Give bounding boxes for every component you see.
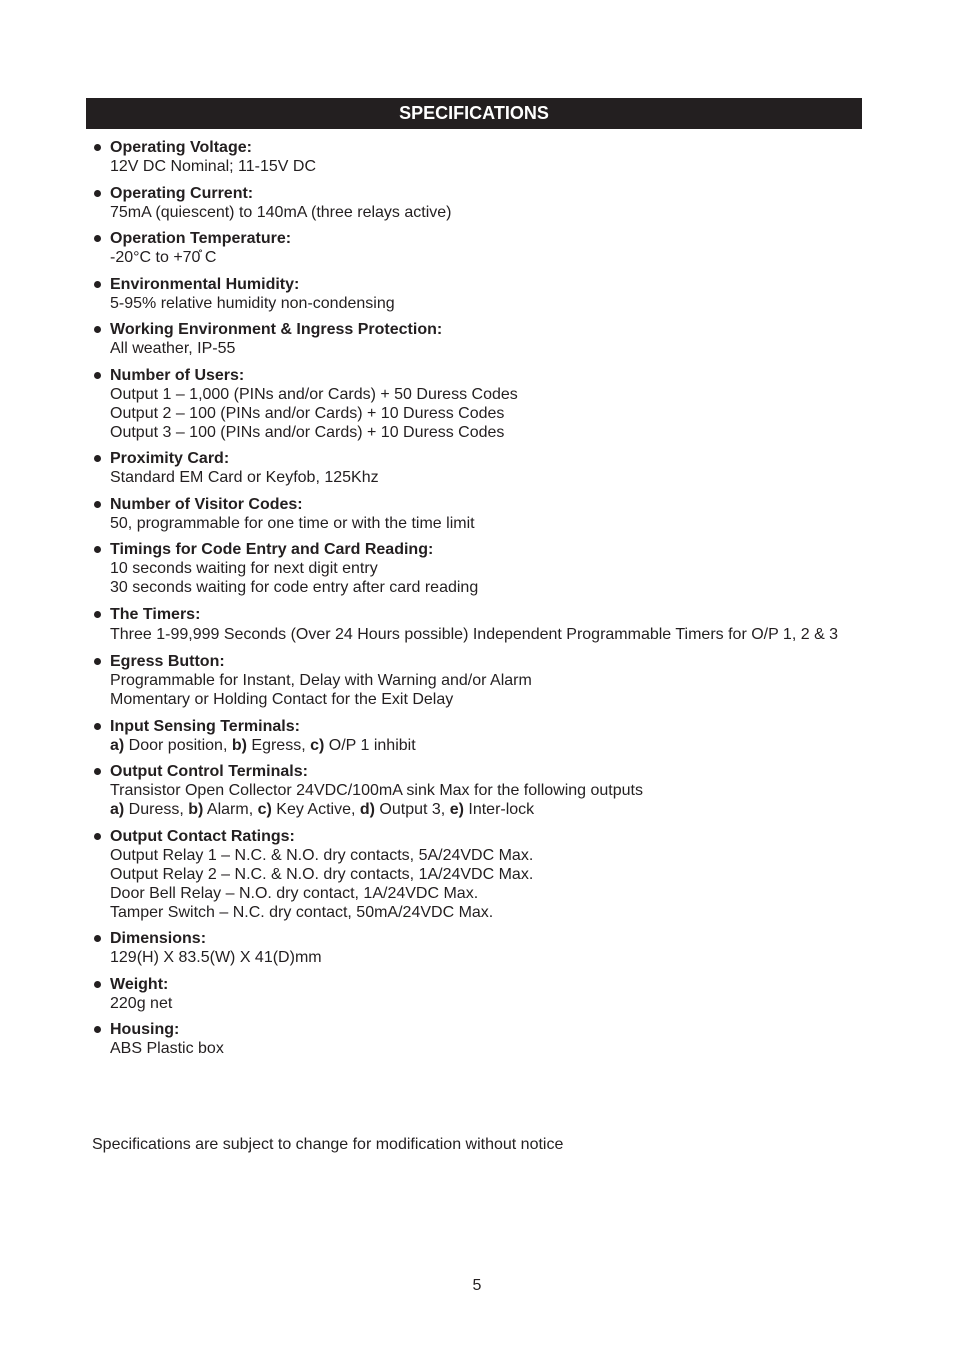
spec-input-sensing-terminals: [93, 717, 868, 755]
spec-value: Three 1-99,999 Seconds (Over 24 Hours possible) Independent Programmable Timers for O/P 1, 2 & 3: [110, 625, 839, 643]
spec-title: Operating Current:: [110, 184, 254, 202]
bullet-icon: [94, 501, 101, 508]
bullet-icon: [94, 981, 101, 988]
spec-title: Operation Temperature:: [110, 230, 292, 247]
spec-title: Dimensions:: [110, 930, 207, 947]
bullet-icon: [94, 833, 101, 840]
spec-weight: [93, 975, 868, 1013]
spec-title: The Timers:: [110, 605, 201, 623]
bullet-icon: [94, 281, 101, 288]
spec-title: Input Sensing Terminals:: [110, 717, 300, 735]
spec-operating-current: [93, 184, 868, 222]
spec-number-of-users: [93, 366, 868, 442]
specifications-header: SPECIFICATIONS: [86, 98, 862, 129]
spec-value: 50, programmable for one time or with the time limit: [110, 514, 475, 532]
spec-title: Output Contact Ratings:: [110, 827, 295, 845]
spec-operation-temperature: [93, 229, 868, 267]
spec-proximity-card: [93, 449, 868, 487]
spec-value: Door Bell Relay – N.O. dry contact, 1A/24VDC Max.: [110, 884, 479, 902]
spec-title: Number of Users:: [110, 366, 245, 384]
spec-title: Timings for Code Entry and Card Reading:: [110, 541, 434, 558]
spec-value: ABS Plastic box: [110, 1040, 224, 1057]
bullet-icon: [94, 546, 101, 553]
spec-title: Number of Visitor Codes:: [110, 495, 303, 513]
spec-value: Output 2 – 100 (PINs and/or Cards) + 10 Duress Codes: [110, 404, 505, 422]
spec-value: Transistor Open Collector 24VDC/100mA sink Max for the following outputs: [110, 782, 643, 799]
spec-value: [110, 736, 868, 755]
bullet-icon: [94, 611, 101, 618]
spec-egress-button: [93, 652, 868, 709]
bullet-icon: [94, 658, 101, 665]
spec-value: Output 3 – 100 (PINs and/or Cards) + 10 Duress Codes: [110, 423, 505, 441]
bullet-icon: [94, 235, 101, 242]
spec-output-control-terminals: [93, 762, 868, 819]
spec-title: Working Environment & Ingress Protection:: [110, 321, 443, 338]
spec-value: 30 seconds waiting for code entry after card reading: [110, 579, 479, 596]
option-label: d): [359, 801, 375, 818]
spec-title: Egress Button:: [110, 653, 225, 670]
bullet-icon: [94, 1026, 101, 1033]
spec-title: Proximity Card:: [110, 450, 230, 467]
spec-visitor-codes: [93, 495, 868, 533]
spec-value: Standard EM Card or Keyfob, 125Khz: [110, 469, 379, 486]
option-label: c): [257, 801, 272, 818]
spec-timers: [93, 605, 868, 645]
spec-value: [110, 800, 868, 819]
bullet-icon: [94, 372, 101, 379]
bullet-icon: [94, 935, 101, 942]
spec-value: All weather, IP-55: [110, 340, 236, 357]
bullet-icon: [94, 723, 101, 730]
bullet-icon: [94, 190, 101, 197]
option-label: a): [110, 736, 125, 754]
spec-title: Output Control Terminals:: [110, 763, 308, 780]
spec-value: 220g net: [110, 994, 173, 1012]
bullet-icon: [94, 455, 101, 462]
spec-dimensions: [93, 929, 868, 967]
spec-value: -20°C to +70̊ C: [110, 249, 217, 266]
spec-value: 5-95% relative humidity non-condensing: [110, 294, 395, 312]
spec-value: Programmable for Instant, Delay with Warning and/or Alarm: [110, 672, 532, 689]
spec-value: Tamper Switch – N.C. dry contact, 50mA/24VDC Max.: [110, 903, 494, 921]
option-label: c): [310, 736, 325, 754]
spec-value: Output Relay 2 – N.C. & N.O. dry contacts, 1A/24VDC Max.: [110, 865, 534, 883]
option-text: O/P 1 inhibit: [324, 736, 416, 754]
spec-operating-voltage: [93, 138, 868, 176]
spec-value: 10 seconds waiting for next digit entry: [110, 560, 378, 577]
spec-value: Output Relay 1 – N.C. & N.O. dry contacts, 5A/24VDC Max.: [110, 846, 534, 864]
option-label: e): [449, 801, 464, 818]
option-label: b): [231, 736, 247, 754]
spec-title: Housing:: [110, 1021, 180, 1038]
option-text: Door position,: [124, 736, 232, 754]
spec-title: Environmental Humidity:: [110, 275, 300, 293]
spec-title: Weight:: [110, 975, 169, 993]
spec-output-contact-ratings: [93, 827, 868, 922]
option-text: Duress,: [124, 801, 189, 818]
option-text: Key Active,: [271, 801, 360, 818]
option-text: Alarm,: [203, 801, 258, 818]
option-label: b): [188, 801, 204, 818]
bullet-icon: [94, 144, 101, 151]
spec-environmental-humidity: [93, 275, 868, 313]
footnote: Specifications are subject to change for modification without notice: [92, 1136, 564, 1153]
option-text: Output 3,: [374, 801, 450, 818]
bullet-icon: [94, 768, 101, 775]
bullet-icon: [94, 326, 101, 333]
spec-timings: [93, 540, 868, 597]
option-text: Egress,: [246, 736, 311, 754]
option-label: a): [110, 801, 125, 818]
spec-value: Momentary or Holding Contact for the Exit Delay: [110, 691, 454, 708]
spec-list: [93, 138, 868, 1066]
spec-value: 129(H) X 83.5(W) X 41(D)mm: [110, 949, 322, 966]
spec-value: Output 1 – 1,000 (PINs and/or Cards) + 50 Duress Codes: [110, 385, 518, 403]
spec-working-environment: [93, 320, 868, 358]
spec-value: 12V DC Nominal; 11-15V DC: [110, 158, 317, 175]
option-text: Inter-lock: [463, 801, 535, 818]
spec-title: Operating Voltage:: [110, 139, 252, 156]
page-number: 5: [472, 1277, 482, 1294]
spec-value: 75mA (quiescent) to 140mA (three relays active): [110, 203, 452, 221]
spec-housing: [93, 1020, 868, 1058]
